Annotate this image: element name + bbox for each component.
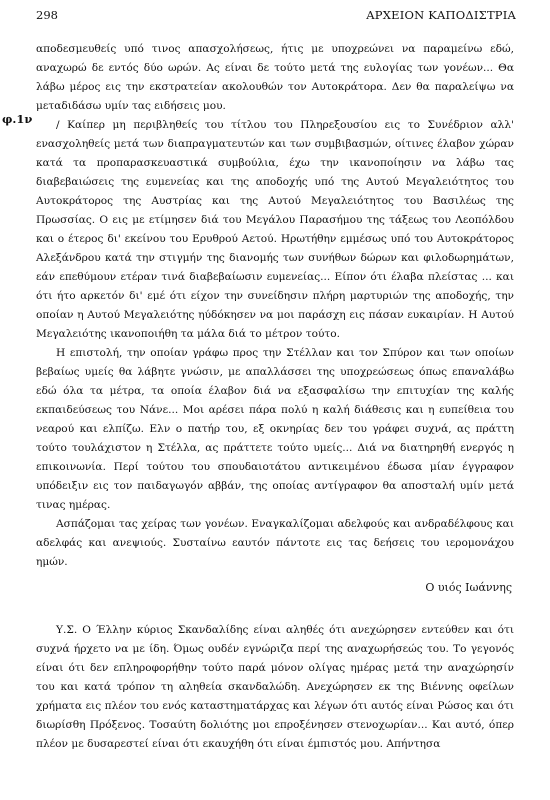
page-header (36, 8, 516, 26)
paragraph-4: Ασπάζομαι τας χείρας των γονέων. Εναγκαλίζομαι αδελφούς και ανδραδέλφους και αδελφάς και ανεψιούς. Συσταίνω εαυτόν πάντοτε εις τας δεήσεις του ιερομονάχου ημών. (36, 518, 514, 568)
signature: Ο υιός Ιωάννης (425, 581, 512, 594)
page-number: 298 (36, 8, 58, 22)
folio-marker: φ.1ν (2, 112, 33, 126)
paragraph-3: Η επιστολή, την οποίαν γράφω προς την Στέλλαν και τον Σπύρον και των οποίων βεβαίως υμείς θα λάβητε γνώσιν, με απαλλάσσει της υποχρεώσεως όπως επαναλάβω εδώ όλα τα μέτρα, τα οποία έλαβον διά να εξασφαλίσω την επιτυχίαν της καλής εκπαιδεύσεως του Νάνε... Μοι αρέσει πάρα πολύ η καλή διάθεσις και η ευπείθεια του νεαρού και ελπίζω. Ελν ο πατήρ του, εξ οκνηρίας δεν του γράφει συχνά, ας πράττη τούτο τουλάχιστον η Στέλλα, ας πράττετε τούτο υμείς... Διά να διατηρηθή ενεργός η επικοινωνία. Περί τούτου του σπουδαιοτάτου αντικειμένου έδωσα μίαν έγγραφον υπόδειξιν εις τον παιδαγωγόν αββάν, της οποίας αντίγραφον θα αποσταλή υμίν μετά τινας ημέρας. (36, 347, 514, 511)
paragraph-1: αποδεσμευθείς υπό τινος απασχολήσεως, ήτις με υποχρεώνει να παραμείνω εδώ, αναχωρώ δε εντός δύο ωρών. Ας είναι δε τούτο μετά της ευλογίας των γονέων... Θα λάβω μέρος εις την εκστρατείαν ακολουθών τον Αυτοκράτορα. Δεν θα παραλείψω να μεταδιδάσω υμίν τας ειδήσεις μου. (36, 43, 514, 112)
paragraph-2: / Καίπερ μη περιβληθείς του τίτλου του Πληρεξουσίου εις το Συνέδριον αλλ' ενασχοληθείς μετά των διαπραγματευτών και των συμβιβασμών, οίτινες έλαβον χώραν κατά τα προπαρασκευαστικά συμβούλια, έχω την ικανοποίησιν να λάβω τας διαβεβαιώσεις της ευμενείας και της αποδοχής υπό της Αυτού Μεγαλειότητος του Αυτοκράτορος της Αυστρίας και της Αυτού Μεγαλειότητος του Βασιλέως της Πρωσσίας. Ο εις με ετίμησεν διά του Μεγάλου Παρασήμου της τάξεως του Λεοπόλδου και ο έτερος δι' εκείνου του Ερυθρού Αετού. Ηρωτήθην εμμέσως υπό του Αυτοκράτορος Αλεξάνδρου κατά την στιγμήν της διανομής των συνήθων δώρων και φιλοδωρημάτων, εάν επεθύμουν ετέραν τινά διαβεβαίωσιν ευμενείας... Είπον ότι έλαβα πλείστας ... και ότι ήτο αρκετόν δι' εμέ ότι είχον την συνείδησιν πλήρη μαρτυριών της αποδοχής, την οποίαν η Αυτού Μεγαλειότης ηύδόκησεν να μοι παράσχη εις πάσαν ευκαιρίαν. Η Αυτού Μεγαλειότης ικανοποιήθη τα μάλα διά το μέτρον τούτο. (36, 119, 514, 340)
section-gap (36, 603, 514, 621)
letter-body (36, 40, 514, 754)
running-title: ΑΡΧΕΙΟΝ ΚΑΠΟΔΙΣΤΡΙΑ (366, 8, 516, 22)
postscript: Υ.Σ. Ο Έλλην κύριος Σκανδαλίδης είναι αληθές ότι ανεχώρησεν εντεύθεν και ότι συχνά ήρχετο να με ίδη. Όμως ουδέν εγνώριζα περί της αναχωρήσεώς του. Το γεγονός είναι ότι δεν επληροφορήθην τούτο παρά μόνον ολίγας ημέρας μετά την αναχώρησίν του και κατά τρόπον τη αληθεία σκανδαλώδη. Ανεχώρησεν εκ της Βιέννης οφείλων χρήματα εις πλέον του ενός καταστηματάρχας και λέγων ότι αυτός είναι Ρώσος και ότι διωρίσθη Πρόξενος. Τοσαύτη δολιότης μοι επροξένησεν στενοχωρίαν... Και αυτό, όπερ πλέον με δυσαρεστεί είναι ότι εκαυχήθη ότι είναι έμπιστός μου. Απήντησα (36, 624, 514, 750)
